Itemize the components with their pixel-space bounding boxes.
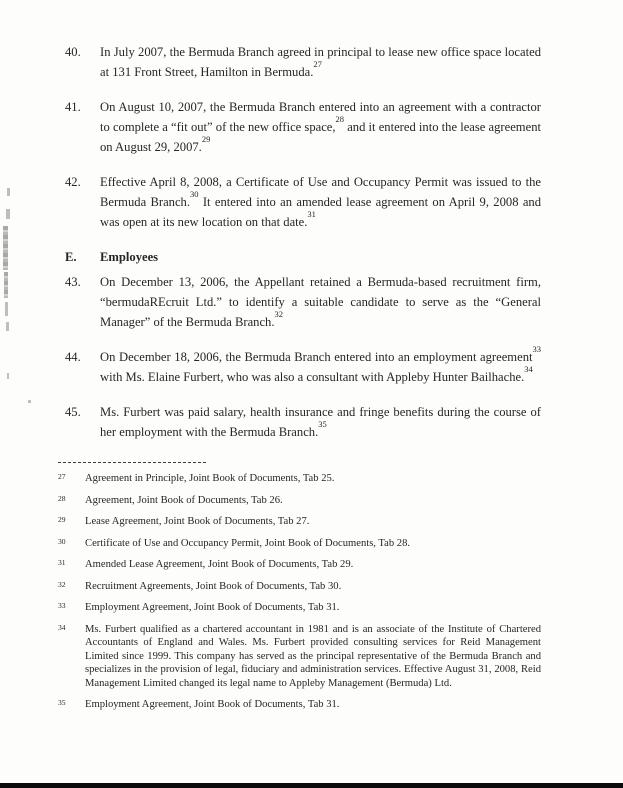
scan-artifact: [7, 373, 9, 379]
footnote-number: 34: [58, 622, 66, 632]
scan-artifact: [5, 302, 8, 316]
numbered-paragraph: [65, 97, 541, 157]
footnote-text: Amended Lease Agreement, Joint Book of Documents, Tab 29.: [85, 559, 354, 570]
footnote-reference: 34: [524, 363, 533, 374]
footnotes-section: [58, 462, 541, 712]
section-letter: E.: [65, 250, 77, 264]
footnote-text: Agreement, Joint Book of Documents, Tab 26.: [85, 494, 283, 506]
numbered-paragraph: [65, 42, 541, 82]
paragraph-text: Ms. Furbert was paid salary, health insurance and fringe benefits during the course of her employment with the Bermuda Branch.$^{35}$: [100, 405, 541, 439]
section-title: Employees: [100, 250, 159, 264]
paragraphs-section: [65, 42, 541, 442]
paragraph-number: 43.: [65, 275, 81, 289]
footnote-text: Agreement in Principle, Joint Book of Documents, Tab 25.: [85, 473, 335, 484]
paragraph-number: 42.: [65, 175, 81, 189]
footnote-text: Employment Agreement, Joint Book of Documents, Tab 31.: [85, 602, 340, 613]
footnote-reference: 31: [307, 208, 316, 219]
footnote-number: 33: [58, 601, 66, 610]
footnote: [58, 698, 541, 712]
scan-artifact: [6, 209, 10, 219]
footnote-reference: 30: [190, 188, 199, 199]
numbered-paragraph: [65, 402, 541, 442]
numbered-paragraph: [65, 343, 541, 387]
footnote-text: Lease Agreement, Joint Book of Documents, Tab 27.: [85, 516, 310, 527]
document-content: [58, 42, 542, 720]
footnote-number: 31: [58, 558, 66, 567]
numbered-paragraph: [65, 272, 541, 332]
footnote-number: 30: [58, 536, 66, 546]
paragraph-text: In July 2007, the Bermuda Branch agreed in principal to lease new office space located at 131 Front Street, Hamilton in Bermuda.$^{27}$: [100, 45, 541, 79]
paragraph-number: 44.: [65, 350, 81, 364]
paragraph-text: On December 13, 2006, the Appellant retained a Bermuda-based recruitment firm, “bermudaREcruit Ltd.” to identify a suitable candidate to serve as the “General Manager” of the Bermuda Branch.$^{32}$: [100, 275, 541, 329]
footnote: [58, 515, 541, 529]
footnote: [58, 623, 541, 691]
numbered-paragraph: [65, 172, 541, 232]
footnote-reference: 35: [318, 418, 327, 429]
footnote-number: 27: [58, 472, 66, 481]
paragraph-number: 40.: [65, 45, 81, 59]
footnote-text: Ms. Furbert qualified as a chartered accountant in 1981 and is an associate of the Institute of Chartered Accountants of England and Wales. Ms. Furbert provided consulting services for Reid Management Limited since 1999. This company has served as the principal representative of the Bermuda Branch and specializes in the provision of legal, fiduciary and administration services. Effective August 31, 2008, Reid Management Limited changed its legal name to Appleby Management (Bermuda) Ltd.: [85, 623, 541, 689]
footnote-number: 35: [58, 698, 66, 707]
footnote: [58, 558, 541, 572]
footnote: [58, 472, 541, 486]
footnote-reference: 28: [335, 113, 345, 124]
section-heading: [65, 247, 541, 267]
paragraph-number: 45.: [65, 405, 81, 419]
scan-artifact: [7, 188, 10, 196]
footnote-text: Employment Agreement, Joint Book of Documents, Tab 31.: [85, 699, 340, 710]
footnote: [58, 537, 541, 551]
paragraph-text: Effective April 8, 2008, a Certificate of Use and Occupancy Permit was issued to the Bermuda Branch.$^{30}$ It entered into an amended lease agreement on April 9, 2008 and was open at its new location on that date.$^{31}$: [100, 175, 542, 229]
footnote-reference: 32: [274, 308, 283, 319]
scan-artifact: [6, 322, 9, 331]
footnote-reference: 29: [201, 133, 211, 144]
footnote-number: 28: [58, 493, 66, 503]
footnotes-list: [58, 472, 541, 712]
footnote: [58, 601, 541, 615]
footnote: [58, 580, 541, 594]
footnote-text: Recruitment Agreements, Joint Book of Documents, Tab 30.: [85, 580, 342, 592]
footnote-reference: 33: [532, 343, 541, 354]
paragraph-text: On December 18, 2006, the Bermuda Branch entered into an employment agreement$^{33}$ with Ms. Elaine Furbert, who was also a consultant with Appleby Hunter Bailhache.$^{34}$: [100, 343, 541, 384]
footnote-number: 29: [58, 515, 66, 524]
paragraph-number: 41.: [65, 100, 81, 114]
scan-artifact: [28, 400, 31, 403]
footnote-number: 32: [58, 579, 66, 589]
paragraph-text: On August 10, 2007, the Bermuda Branch entered into an agreement with a contractor to complete a “fit out” of the new office space,$^{28}$ and it entered into the lease agreement on August 29, 2007.29: [100, 100, 541, 154]
footnote-separator: [58, 462, 208, 463]
scan-artifact: [3, 226, 8, 270]
scan-edge-bar: [0, 783, 623, 788]
scan-artifact: [4, 272, 8, 298]
footnote: [58, 494, 541, 508]
footnote-reference: 27: [313, 58, 322, 69]
footnote-text: Certificate of Use and Occupancy Permit, Joint Book of Documents, Tab 28.: [85, 537, 411, 549]
